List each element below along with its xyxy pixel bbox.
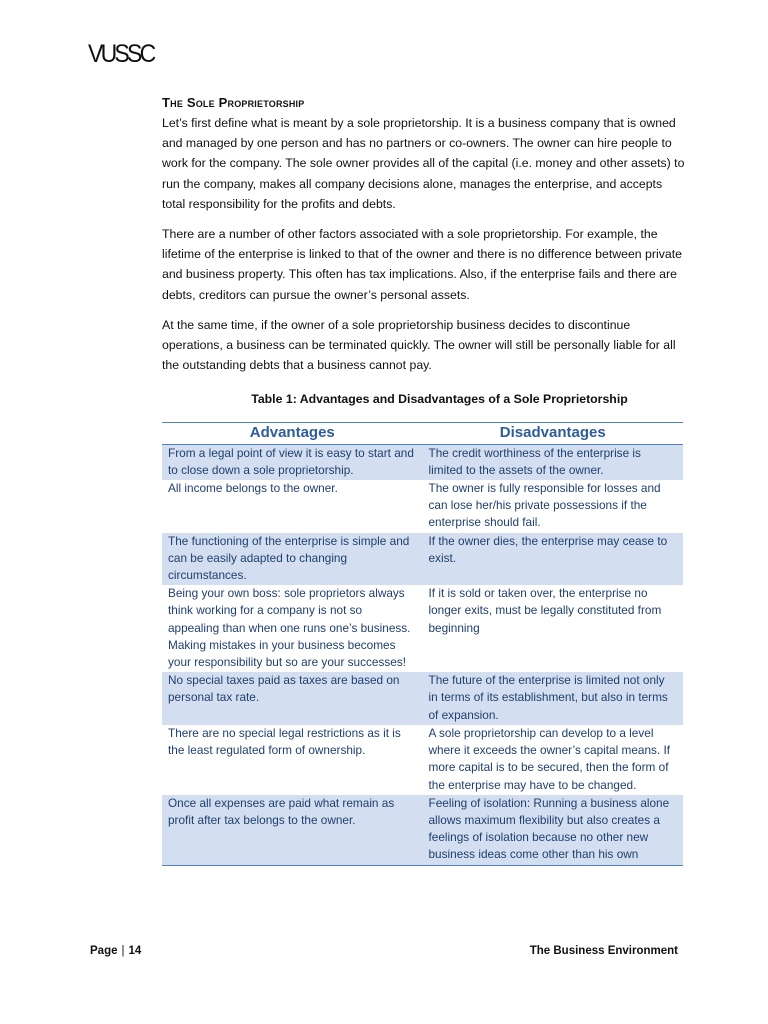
paragraph-1: Let’s first define what is meant by a sole proprietorship. It is a business company that is owned and managed by one person and has no partners or co-owners. The owner can hire people to work for the company. The sole owner provides all of the capital (i.e. money and other assets) to run the company, makes all company decisions alone, manages the enterprise, and accepts total responsibility for the profits and debts. — [162, 116, 685, 211]
advantage-cell: There are no special legal restrictions as it is the least regulated form of ownership. — [168, 725, 401, 758]
disadvantage-cell: The credit worthiness of the enterprise is limited to the assets of the owner. — [423, 444, 684, 480]
vussc-logo: VUSSC — [88, 40, 154, 68]
table-row — [162, 795, 683, 865]
header-advantages: Advantages — [162, 423, 423, 444]
table-caption: Table 1: Advantages and Disadvantages of a Sole Proprietorship — [251, 392, 628, 407]
disadvantage-cell: If it is sold or taken over, the enterprise no longer exits, must be legally constituted from beginning — [428, 586, 662, 635]
advantage-cell: Being your own boss: sole proprietors always think working for a company is not so appealing than when one runs one’s business. Making mistakes in your business becomes your responsibility but so are your successes! — [168, 586, 411, 670]
table-header-row — [162, 423, 683, 444]
table-row — [162, 672, 683, 725]
table-row — [162, 725, 683, 795]
advantage-cell: No special taxes paid as taxes are based on personal tax rate. — [162, 672, 423, 725]
disadvantage-cell: The future of the enterprise is limited not only in terms of its establishment, but also in terms of expansion. — [423, 672, 684, 725]
disadvantage-cell: A sole proprietorship can develop to a level where it exceeds the owner’s capital means. If more capital is to be secured, then the form of the enterprise may have to be changed. — [428, 725, 671, 792]
disadvantage-cell: Feeling of isolation: Running a business alone allows maximum flexibility but also creates a feelings of isolation because no other new business ideas come other than his own — [423, 795, 684, 865]
table-row — [162, 585, 683, 672]
header-disadvantages: Disadvantages — [423, 423, 684, 444]
disadvantage-cell: If the owner dies, the enterprise may cease to exist. — [423, 533, 684, 586]
table-row — [162, 444, 683, 480]
advantage-cell: The functioning of the enterprise is simple and can be easily adapted to changing circumstances. — [162, 533, 423, 586]
advantage-cell: All income belongs to the owner. — [168, 481, 338, 496]
footer-page-number — [90, 945, 141, 957]
page-label: Page — [90, 945, 118, 957]
table-row — [162, 533, 683, 586]
table-row — [162, 480, 683, 533]
footer-document-title: The Business Environment — [529, 945, 678, 957]
section-title: The Sole Proprietorship — [162, 95, 305, 110]
advantages-disadvantages-table — [162, 422, 683, 865]
paragraph-2: There are a number of other factors associated with a sole proprietorship. For example, the lifetime of the enterprise is linked to that of the owner and there is no difference between private and business property. This often has tax implications. Also, if the enterprise fails and there are debts, creditors can pursue the owner’s personal assets. — [162, 227, 682, 302]
advantage-cell: Once all expenses are paid what remain as profit after tax belongs to the owner. — [162, 795, 423, 865]
advantage-cell: From a legal point of view it is easy to start and to close down a sole proprietorship. — [162, 444, 423, 480]
page-number: 14 — [128, 945, 142, 957]
page-content — [162, 95, 687, 866]
page-separator: | — [121, 945, 125, 957]
paragraph-3: At the same time, if the owner of a sole proprietorship business decides to discontinue operations, a business can be terminated quickly. The owner will still be personally liable for all the outstanding debts that a business cannot pay. — [162, 317, 676, 373]
disadvantage-cell: The owner is fully responsible for losses and can lose her/his private possessions if the enterprise should fail. — [428, 481, 661, 530]
